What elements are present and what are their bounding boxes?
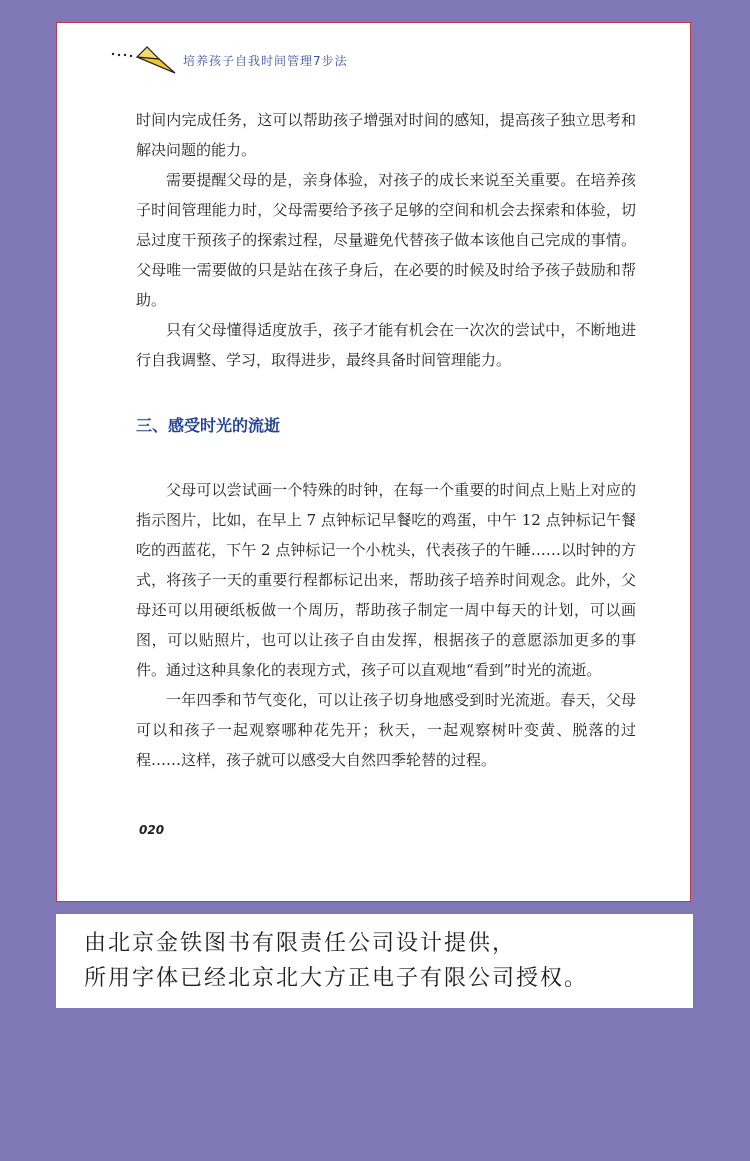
header-title: 培养孩子自我时间管理7步法: [183, 53, 348, 68]
running-header: [109, 43, 348, 77]
paragraph-4: 父母可以尝试画一个特殊的时钟，在每一个重要的时间点上贴上对应的指示图片，比如，在早上 7 点钟标记早餐吃的鸡蛋，中午 12 点钟标记午餐吃的西蓝花，下午 2 点钟标记一个小枕头，代表孩子的午睡……以时钟的方式，将孩子一天的重要行程都标记出来，帮助孩子培养时间观念。此外，父母还可以用硬纸板做一个周历，帮助孩子制定一周中每天的计划，可以画图，可以贴照片，也可以让孩子自由发挥，根据孩子的意愿添加更多的事件。通过这种具象化的表现方式，孩子可以直观地“看到”时光的流逝。: [136, 481, 636, 679]
paragraph-2: 需要提醒父母的是，亲身体验，对孩子的成长来说至关重要。在培养孩子时间管理能力时，父母需要给予孩子足够的空间和机会去探索和体验，切忌过度干预孩子的探索过程，尽量避免代替孩子做本该他自己完成的事情。父母唯一需要做的只是站在孩子身后，在必要的时候及时给予孩子鼓励和帮助。: [136, 171, 636, 309]
notice-line-2: 所用字体已经北京北大方正电子有限公司授权。: [84, 966, 589, 991]
body-text: [136, 105, 636, 775]
paper-plane-icon: [109, 43, 179, 77]
book-page: [56, 22, 691, 902]
section-heading: 三、感受时光的流逝: [136, 416, 281, 435]
paragraph-3: 只有父母懂得适度放手，孩子才能有机会在一次次的尝试中，不断地进行自我调整、学习，取得进步，最终具备时间管理能力。: [136, 321, 636, 369]
paragraph-5: 一年四季和节气变化，可以让孩子切身地感受到时光流逝。春天，父母可以和孩子一起观察哪种花先开；秋天，一起观察树叶变黄、脱落的过程……这样，孩子就可以感受大自然四季轮替的过程。: [136, 691, 636, 769]
notice-line-1: 由北京金铁图书有限责任公司设计提供，: [84, 931, 517, 956]
paragraph-1: 时间内完成任务，这可以帮助孩子增强对时间的感知，提高孩子独立思考和解决问题的能力。: [136, 111, 636, 159]
copyright-notice: [56, 914, 693, 1008]
page-number: 020: [139, 823, 165, 837]
